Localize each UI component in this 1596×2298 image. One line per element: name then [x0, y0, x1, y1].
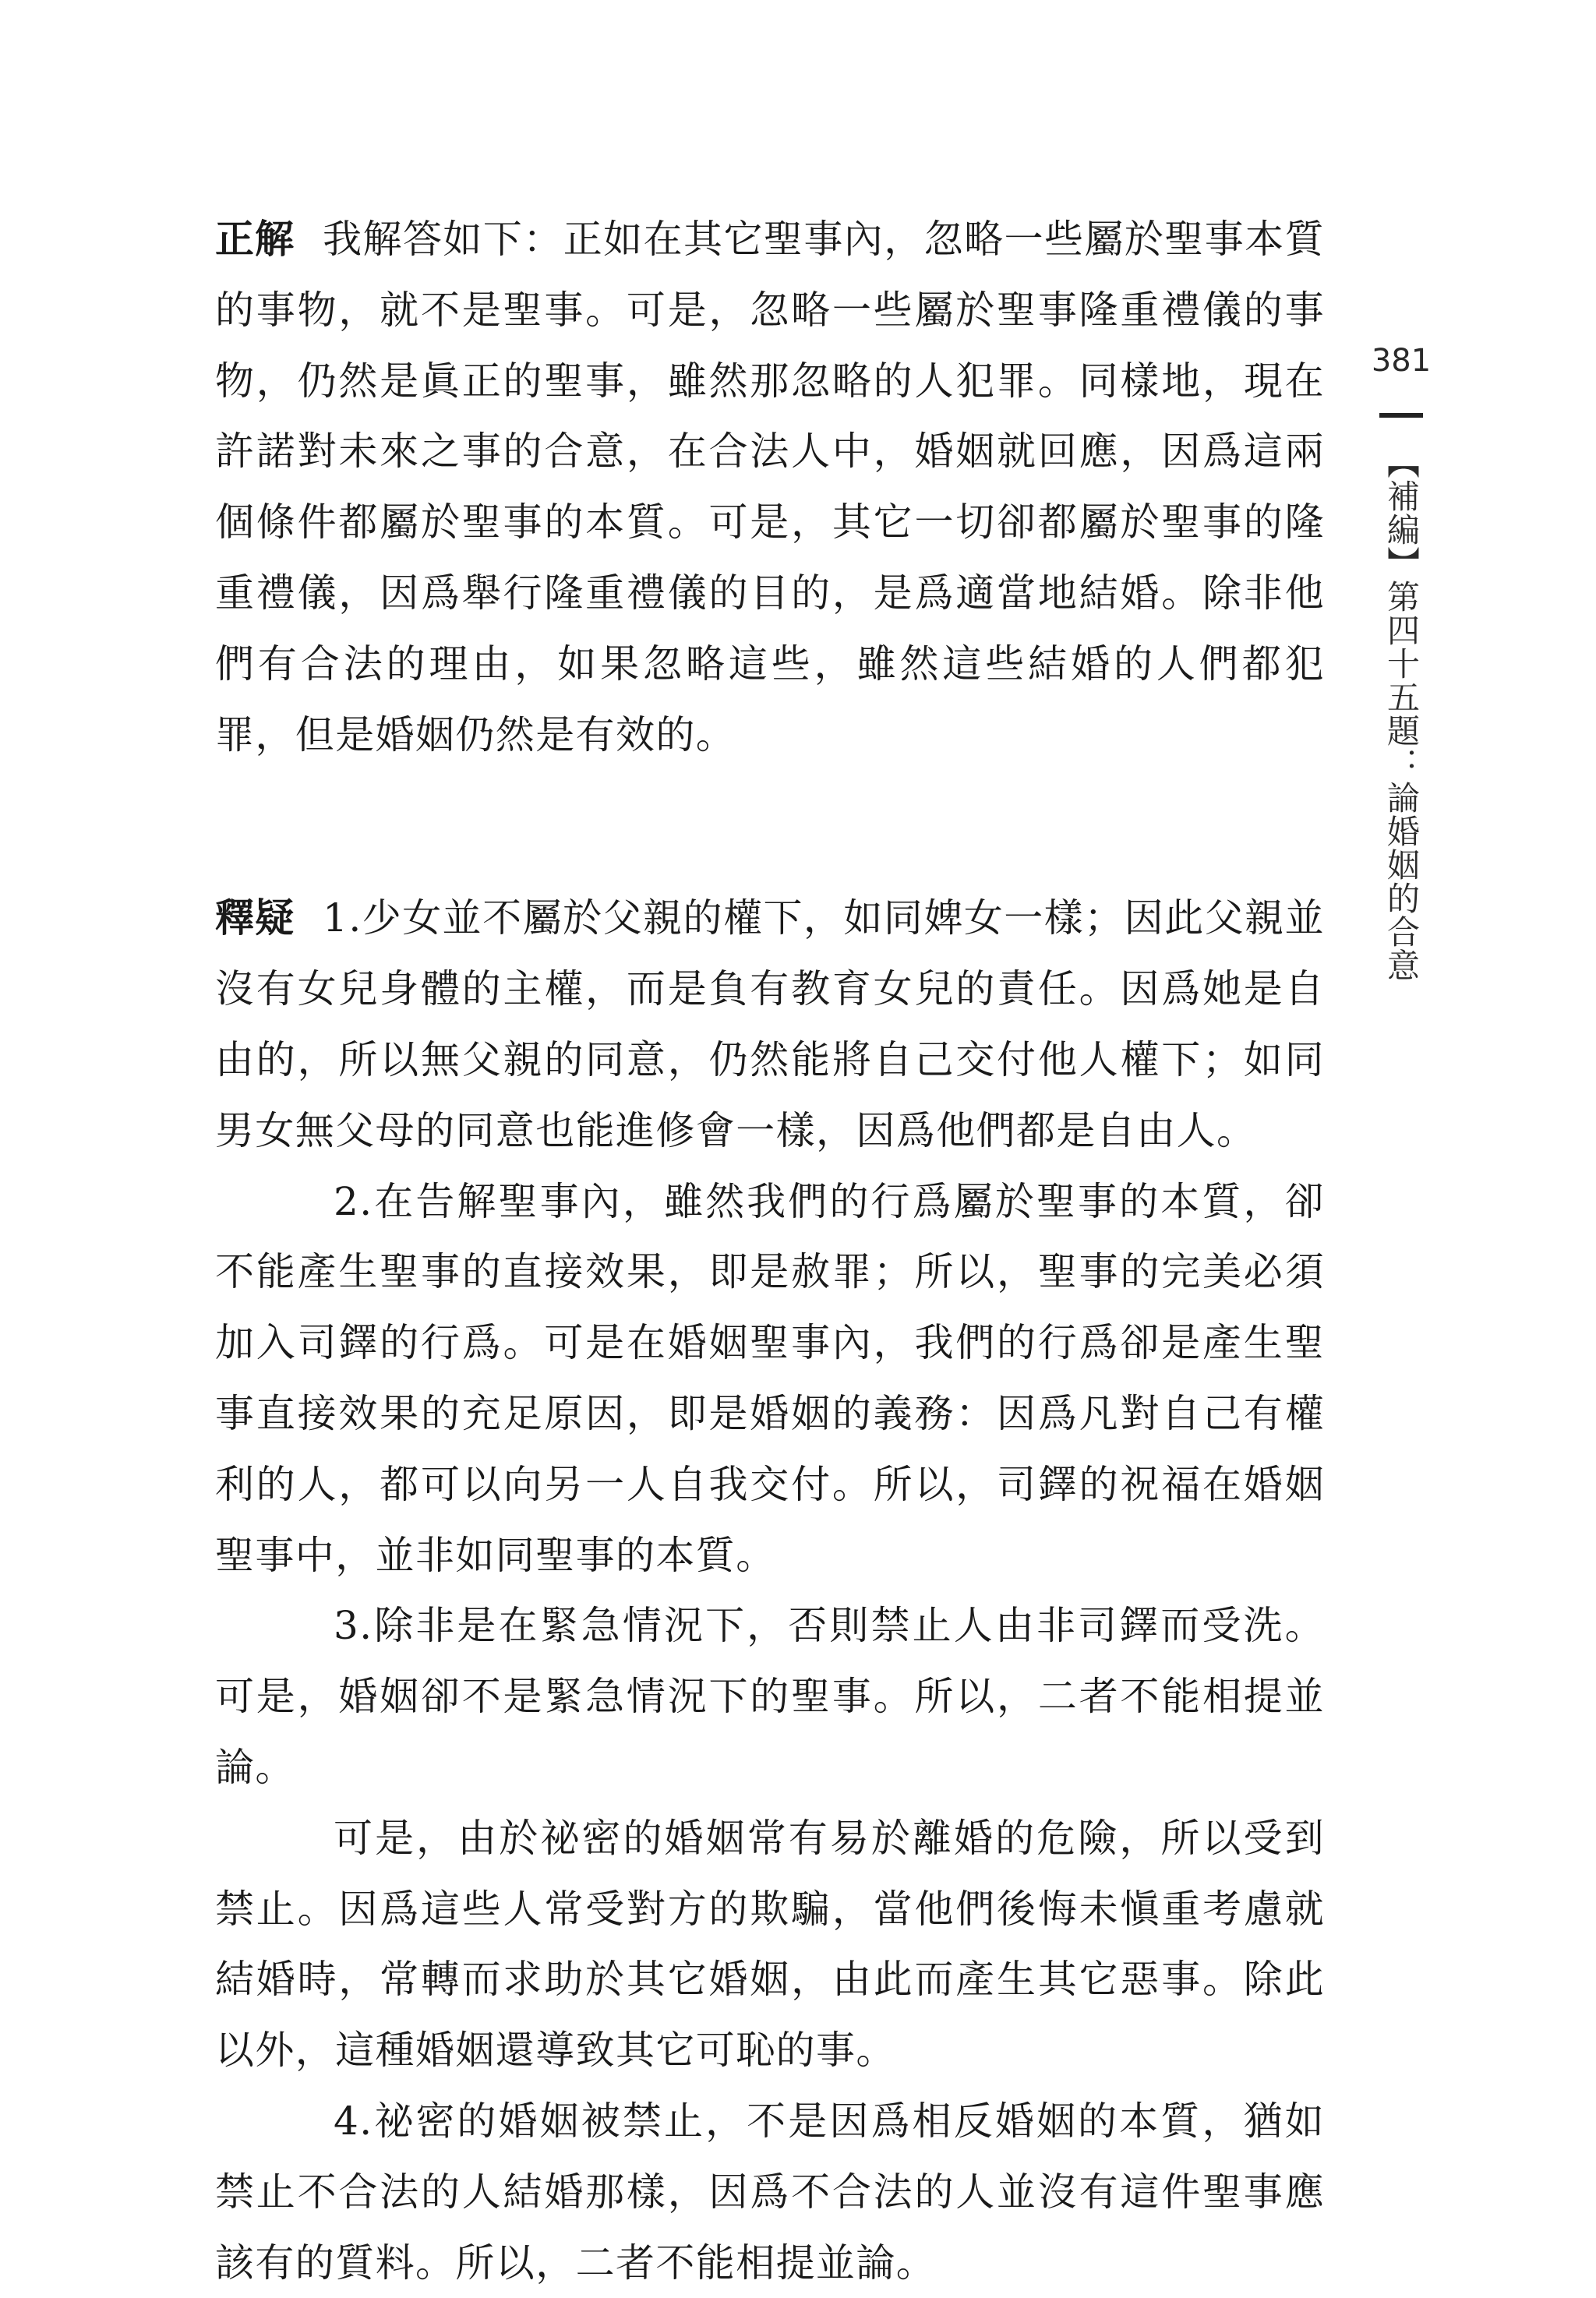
- answer-label: 正解: [215, 217, 295, 262]
- reply-paragraph-3-continued: 可是，由於祕密的婚姻常有易於離婚的危險，所以受到禁止。因爲這些人常受對方的欺騙，當他們後悔未愼重考慮就結婚時，常轉而求助於其它婚姻，由此而產生其它惡事。除此以外，這種婚姻還導致其它可恥的事。: [215, 1815, 1325, 2074]
- margin-rule: [1379, 413, 1423, 418]
- answer-text: 我解答如下：正如在其它聖事內，忽略一些屬於聖事本質的事物，就不是聖事。可是，忽略一些屬於聖事隆重禮儀的事物，仍然是眞正的聖事，雖然那忽略的人犯罪。同樣地，現在許諾對未來之事的合意，在合法人中，婚姻就回應，因爲這兩個條件都屬於聖事的本質。可是，其它一切卻都屬於聖事的隆重禮儀，因爲舉行隆重禮儀的目的，是爲適當地結婚。除非他們有合法的理由，如果忽略這些，雖然這些結婚的人們都犯罪，但是婚姻仍然是有效的。: [215, 217, 1325, 757]
- reply-paragraph-4: 4.祕密的婚姻被禁止，不是因爲相反婚姻的本質，猶如禁止不合法的人結婚那樣，因爲不合法的人並沒有這件聖事應該有的質料。所以，二者不能相提並論。: [215, 2098, 1325, 2286]
- replies-label: 釋疑: [215, 895, 295, 941]
- section-gap: [215, 770, 1325, 883]
- reply-paragraph-2: 2.在告解聖事內，雖然我們的行爲屬於聖事的本質，卻不能產生聖事的直接效果，即是赦罪；所以，聖事的完美必須加入司鐸的行爲。可是在婚姻聖事內，我們的行爲卻是產生聖事直接效果的充足原因，即是婚姻的義務：因爲凡對自己有權利的人，都可以向另一人自我交付。所以，司鐸的祝福在婚姻聖事中，並非如同聖事的本質。: [215, 1178, 1325, 1578]
- running-head: 【補編】第四十五題：論婚姻的合意: [1382, 446, 1421, 982]
- reply-text-1: 1.少女並不屬於父親的權下，如同婢女一樣；因此父親並沒有女兒身體的主權，而是負有教育女兒的責任。因爲她是自由的，所以無父親的同意，仍然能將自己交付他人權下；如同男女無父母的同意也能進修會一樣，因爲他們都是自由人。: [215, 895, 1326, 1153]
- answer-paragraph: [215, 204, 1325, 770]
- side-margin: [1370, 343, 1432, 982]
- reply-paragraph-1: [215, 883, 1325, 1166]
- reply-paragraph-3: 3.除非是在緊急情況下，否則禁止人由非司鐸而受洗。可是，婚姻卻不是緊急情況下的聖事。所以，二者不能相提並論。: [215, 1603, 1325, 1790]
- main-text: [215, 204, 1325, 2298]
- page-number: 381: [1371, 343, 1432, 379]
